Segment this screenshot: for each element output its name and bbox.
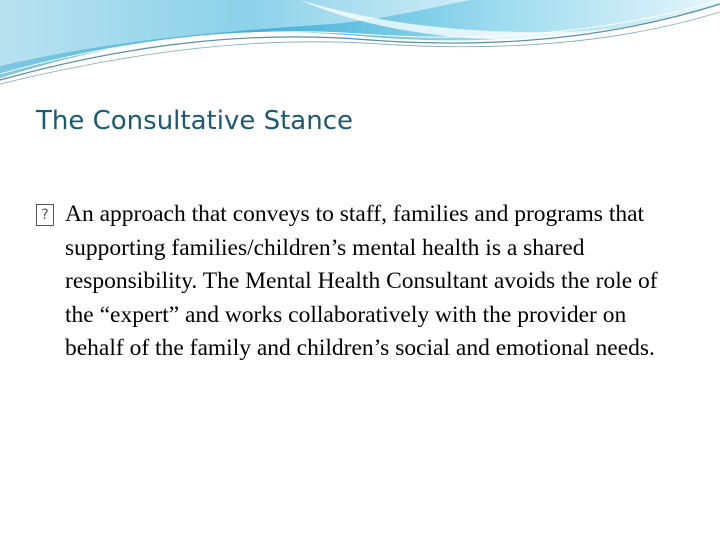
- slide-title: The Consultative Stance: [36, 106, 354, 136]
- header-wave-decoration: [0, 0, 720, 90]
- bullet-marker: [36, 198, 65, 232]
- bullet-item: [36, 198, 676, 366]
- replacement-character-icon: [36, 204, 54, 226]
- bullet-text: An approach that conveys to staff, families and programs that supporting families/children’s mental health is a shared responsibility. The Mental Health Consultant avoids the role of the “expert” and works collaboratively with the provider on behalf of the family and children’s social and emotional needs.: [65, 201, 658, 361]
